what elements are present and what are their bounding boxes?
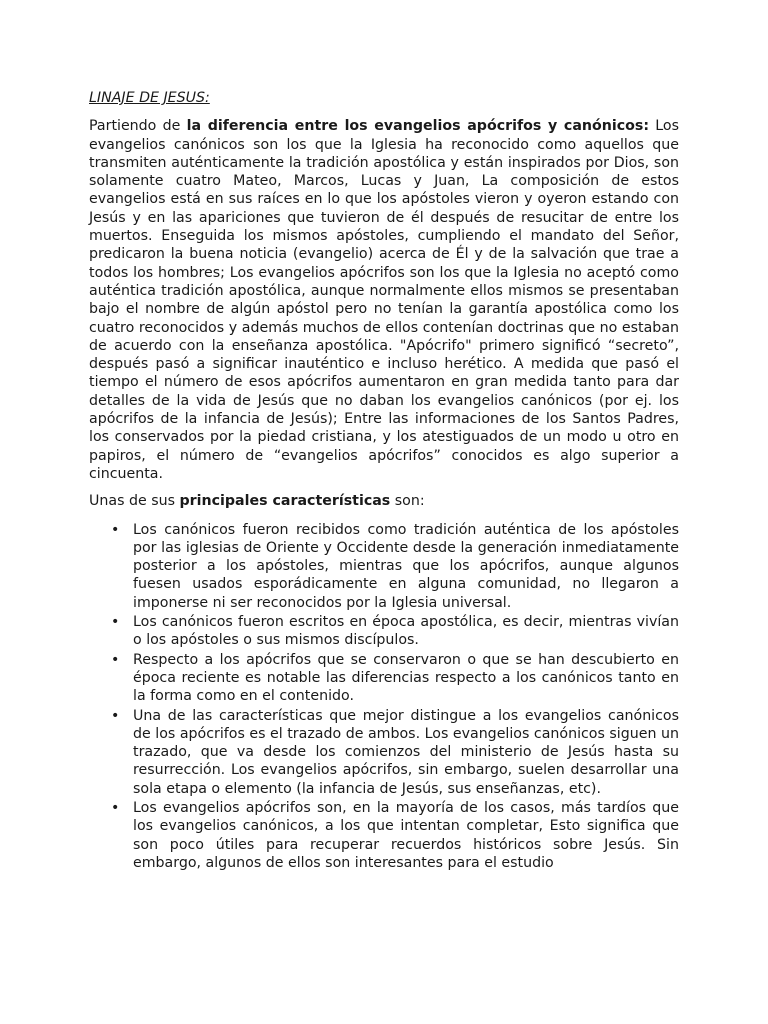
document-title: LINAJE DE JESUS: [89,90,210,106]
list-item-text: Respecto a los apócrifos que se conservaron o que se han descubierto en época reciente es notable las diferencias respecto a los canónicos tanto en la forma como en el contenido. [133,651,679,705]
bullet-icon: • [111,651,120,668]
features-prefix: Unas de sus [89,493,180,510]
document-page [89,89,679,873]
bullet-icon: • [111,614,120,631]
features-bold-phrase: principales características [179,493,391,510]
list-item-text: Los canónicos fueron recibidos como tradición auténtica de los apóstoles por las iglesias de Oriente y Occidente desde la generación inmediatamente posterior a los apóstoles, mientras que los apócrifos, aunque algunos fuesen usados esporádicamente en alguna comunidad, no llegaron a imponerse ni ser reconocidos por la Iglesia universal. [133,521,679,611]
features-heading [89,492,679,510]
list-item-text: Una de las características que mejor distingue a los evangelios canónicos de los apócrifos es el trazado de ambos. Los evangelios canónicos siguen un trazado, que va desde los comienzos del ministerio de Jesús hasta su resurrección. Los evangelios apócrifos, sin embargo, suelen desarrollar una sola etapa o elemento (la infancia de Jesús, sus enseñanzas, etc). [133,707,679,797]
intro-body: Los evangelios canónicos son los que la Iglesia ha reconocido como aquellos que transmiten auténticamente la tradición apostólica y están inspirados por Dios, son solamente cuatro Mateo, Marcos, Lucas y Juan, La composición de estos evangelios está en sus raíces en lo que los apóstoles vieron y oyeron estando con Jesús y en las apariciones que tuvieron de él después de resucitar de entre los muertos. Enseguida los mismos apóstoles, cumpliendo el mandato del Señor, predicaron la buena noticia (evangelio) acerca de Él y de la salvación que trae a todos los hombres; Los evangelios apócrifos son los que la Iglesia no aceptó como auténtica tradición apostólica, aunque normalmente ellos mismos se presentaban bajo el nombre de algún apóstol pero no tenían la garantía apostólica como los cuatro reconocidos y además muchos de ellos contenían doctrinas que no estaban de acuerdo con la enseñanza apostólica. "Apócrifo" primero significó “secreto”, después pasó a significar inauténtico e incluso herético. A medida que pasó el tiempo el número de esos apócrifos aumentaron en gran medida tanto para dar detalles de la vida de Jesús que no daban los evangelios canónicos (por ej. los apócrifos de la infancia de Jesús); Entre las informaciones de los Santos Padres, los conservados por la piedad cristiana, y los atestiguados de un modo u otro en papiros, el número de “evangelios apócrifos” conocidos es algo superior a cincuenta. [89,118,679,482]
list-item [89,521,679,612]
list-item-text: Los evangelios apócrifos son, en la mayoría de los casos, más tardíos que los evangelios canónicos, a los que intentan completar, Esto significa que son poco útiles para recuperar recuerdos históricos sobre Jesús. Sin embargo, algunos de ellos son interesantes para el estudio [133,799,679,871]
list-item [89,707,679,798]
bullet-icon: • [111,799,120,816]
bullet-icon: • [111,707,120,724]
features-list [89,521,679,873]
intro-paragraph [89,117,679,483]
bullet-icon: • [111,521,120,538]
intro-prefix: Partiendo de [89,118,187,135]
list-item [89,651,679,706]
list-item [89,799,679,872]
list-item-text: Los canónicos fueron escritos en época apostólica, es decir, mientras vivían o los apóstoles o sus mismos discípulos. [133,614,679,649]
intro-bold-phrase: la diferencia entre los evangelios apócrifos y canónicos: [186,118,649,135]
list-item [89,613,679,650]
features-suffix: son: [390,493,425,510]
